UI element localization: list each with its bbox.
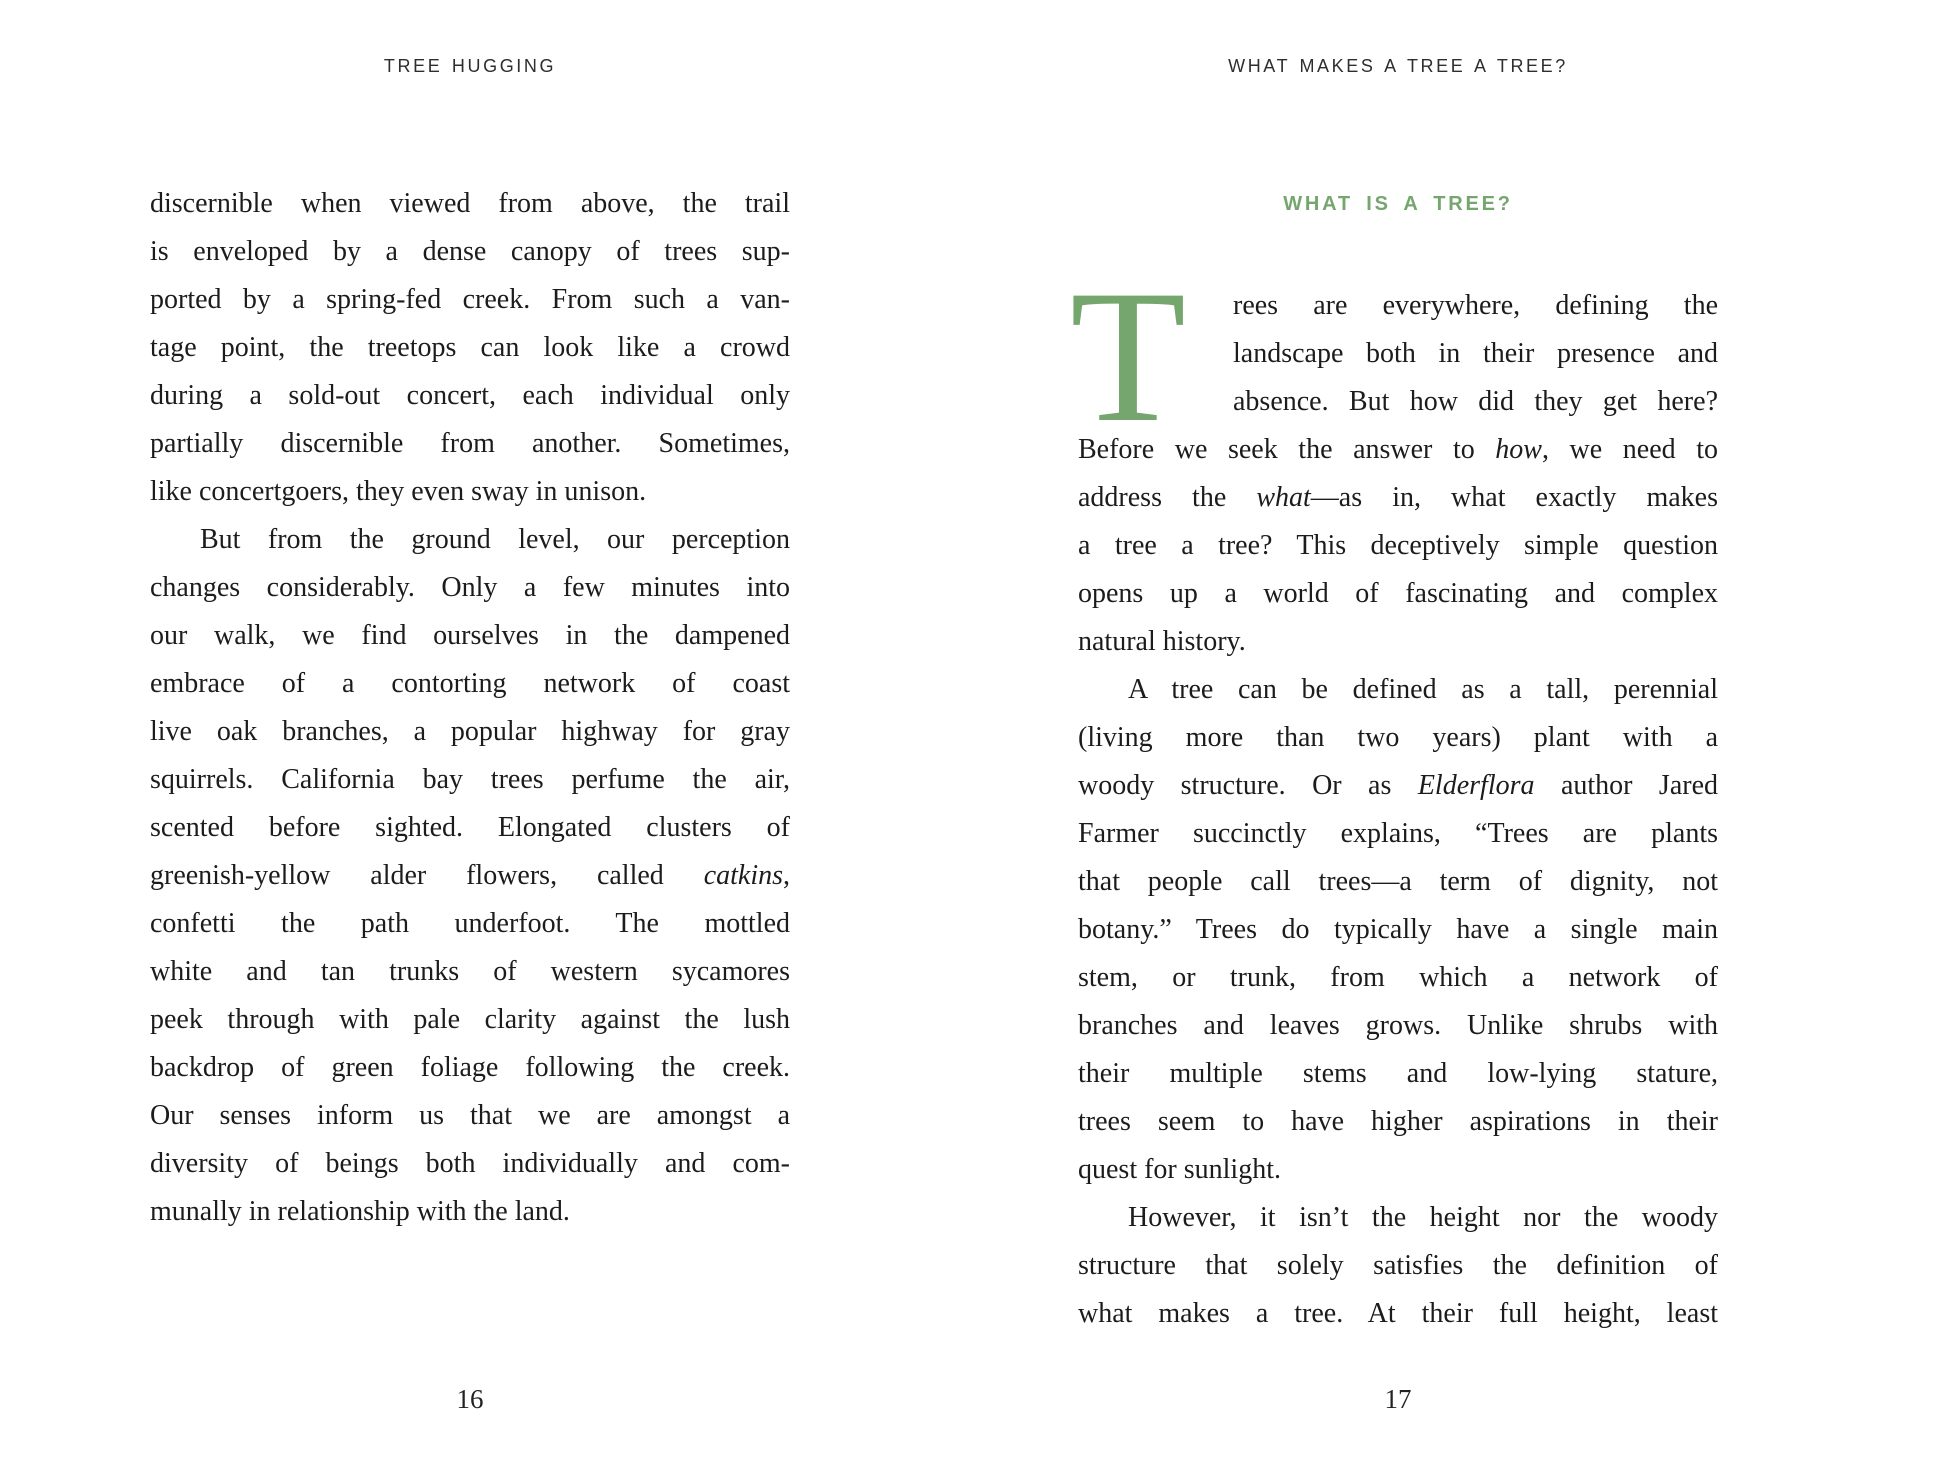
text-line: our walk, we find ourselves in the dampened xyxy=(150,620,790,651)
text-line: opens up a world of fascinating and complex xyxy=(1078,578,1718,609)
text-line: diversity of beings both individually and com- xyxy=(150,1148,790,1179)
right-page xyxy=(1070,0,1718,1466)
text-line: trees seem to have higher aspirations in their xyxy=(1078,1106,1718,1137)
text-line: greenish-yellow alder flowers, called catkins, xyxy=(150,860,790,891)
left-page-body xyxy=(150,180,790,1236)
text-line: changes considerably. Only a few minutes into xyxy=(150,572,790,603)
left-page-number: 16 xyxy=(456,1384,484,1414)
text-line: woody structure. Or as Elderflora author Jared xyxy=(1078,770,1718,801)
drop-cap: T xyxy=(1070,252,1187,462)
text-line: rees are everywhere, defining the xyxy=(1233,290,1718,321)
text-line: address the what—as in, what exactly makes xyxy=(1078,482,1718,513)
text-line: white and tan trunks of western sycamores xyxy=(150,956,790,987)
text-line: However, it isn’t the height nor the woody xyxy=(1128,1202,1718,1233)
text-line: structure that solely satisfies the definition of xyxy=(1078,1250,1718,1281)
text-line: landscape both in their presence and xyxy=(1233,338,1718,369)
text-line: squirrels. California bay trees perfume the air, xyxy=(150,764,790,795)
text-line: absence. But how did they get here? xyxy=(1233,386,1718,417)
text-line: Before we seek the answer to how, we need to xyxy=(1078,434,1718,465)
text-line: backdrop of green foliage following the creek. xyxy=(150,1052,790,1083)
text-line: Farmer succinctly explains, “Trees are plants xyxy=(1078,818,1718,849)
text-line: peek through with pale clarity against the lush xyxy=(150,1004,790,1035)
text-line: ported by a spring-fed creek. From such a van- xyxy=(150,284,790,315)
right-running-header: WHAT MAKES A TREE A TREE? xyxy=(1228,56,1568,76)
text-line: branches and leaves grows. Unlike shrubs with xyxy=(1078,1010,1718,1041)
text-line: a tree a tree? This deceptively simple question xyxy=(1078,530,1718,561)
text-line: during a sold-out concert, each individual only xyxy=(150,380,790,411)
text-line: discernible when viewed from above, the trail xyxy=(150,188,790,219)
left-page xyxy=(150,0,790,1466)
section-heading: WHAT IS A TREE? xyxy=(1283,193,1513,215)
text-line: botany.” Trees do typically have a single main xyxy=(1078,914,1718,945)
text-line: quest for sunlight. xyxy=(1078,1154,1281,1185)
text-line: munally in relationship with the land. xyxy=(150,1196,570,1227)
text-line: like concertgoers, they even sway in unison. xyxy=(150,476,647,507)
text-line: is enveloped by a dense canopy of trees sup- xyxy=(150,236,790,267)
text-line: what makes a tree. At their full height, least xyxy=(1078,1298,1718,1329)
text-line: stem, or trunk, from which a network of xyxy=(1078,962,1718,993)
text-line: their multiple stems and low-lying stature, xyxy=(1078,1058,1718,1089)
text-line: But from the ground level, our perception xyxy=(200,524,790,555)
text-line: confetti the path underfoot. The mottled xyxy=(150,908,790,939)
left-running-header: TREE HUGGING xyxy=(383,56,557,76)
text-line: that people call trees—a term of dignity, not xyxy=(1078,866,1718,897)
text-line: scented before sighted. Elongated clusters of xyxy=(150,812,790,843)
text-line: live oak branches, a popular highway for gray xyxy=(150,716,790,747)
text-line: partially discernible from another. Sometimes, xyxy=(150,428,790,459)
text-line: Our senses inform us that we are amongst a xyxy=(150,1100,790,1131)
text-line: natural history. xyxy=(1078,626,1246,657)
text-line: (living more than two years) plant with a xyxy=(1078,722,1718,753)
right-page-number: 17 xyxy=(1384,1384,1412,1414)
text-line: embrace of a contorting network of coast xyxy=(150,668,790,699)
text-line: A tree can be defined as a tall, perennial xyxy=(1128,674,1718,705)
text-line: tage point, the treetops can look like a crowd xyxy=(150,332,790,363)
right-page-body xyxy=(1078,282,1718,1338)
